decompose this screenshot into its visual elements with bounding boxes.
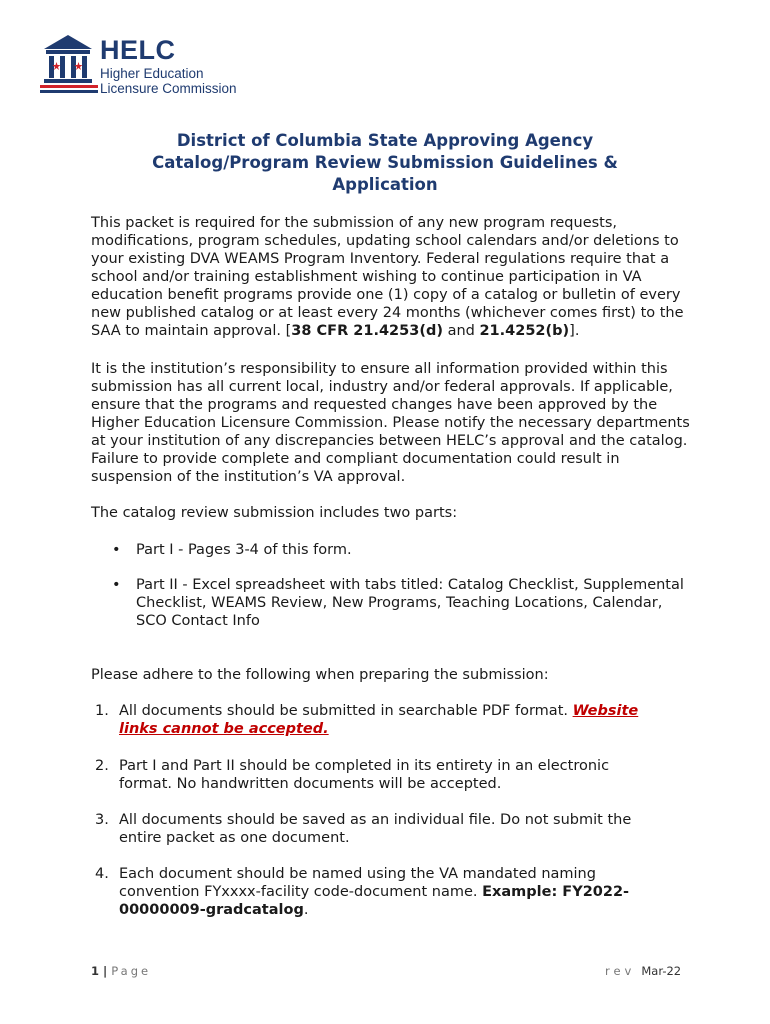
document-title xyxy=(90,130,680,196)
adhere-intro: Please adhere to the following when preparing the submission: xyxy=(91,667,549,683)
logo-subtitle-line-1: Higher Education xyxy=(100,66,204,81)
example-filename-end: 00000009-gradcatalog xyxy=(119,902,304,918)
responsibility-line-5: at your institution of any discrepancies between HELC’s approval and the catalog. xyxy=(91,433,688,449)
responsibility-line-6: Failure to provide complete and compliant documentation could result in xyxy=(91,451,620,467)
page-separator: | xyxy=(99,964,112,978)
intro-line-7-and: and xyxy=(442,323,480,339)
title-line-1: District of Columbia State Approving Agency xyxy=(176,131,594,150)
logo-blue-rule xyxy=(40,90,98,93)
revision-date: Mar-22 xyxy=(641,964,682,978)
list-item-1-line-2 xyxy=(119,720,709,738)
list-item-4-convention: convention FYxxxx-facility code-document name. xyxy=(119,884,483,900)
part-two-line-1: Part II - Excel spreadsheet with tabs titled: Catalog Checklist, Supplemental xyxy=(136,577,684,593)
list-number-1: 1. xyxy=(95,703,109,719)
part-one-item: Part I - Pages 3-4 of this form. xyxy=(136,542,352,558)
responsibility-line-2: submission has all current local, industry and/or federal approvals. If applicable, xyxy=(91,379,673,395)
page-number: 1 xyxy=(91,964,100,978)
responsibility-paragraph xyxy=(91,360,721,486)
intro-line-7-end: ]. xyxy=(569,323,580,339)
list-item-2-line-2: format. No handwritten documents will be accepted. xyxy=(119,776,502,792)
regulation-citation-2: 21.4252(b) xyxy=(479,323,570,339)
page-footer-number xyxy=(91,964,151,978)
parts-intro: The catalog review submission includes two parts: xyxy=(91,505,458,521)
capitol-building-icon xyxy=(40,33,96,83)
list-item-4 xyxy=(119,865,709,919)
revision-label: rev xyxy=(605,964,636,978)
part-two-line-3: SCO Contact Info xyxy=(136,613,260,629)
regulation-citation-1: 38 CFR 21.4253(d) xyxy=(291,323,443,339)
page-footer-revision xyxy=(605,964,681,978)
list-item-1 xyxy=(119,702,709,738)
intro-line-7 xyxy=(91,322,721,340)
intro-line-6: new published catalog or at least every 24 months (whichever comes first) to the xyxy=(91,305,684,321)
part-two-line-2: Checklist, WEAMS Review, New Programs, Teaching Locations, Calendar, xyxy=(136,595,663,611)
list-item-2-line-1: Part I and Part II should be completed in its entirety in an electronic xyxy=(119,758,610,774)
list-item-3-line-1: All documents should be saved as an individual file. Do not submit the xyxy=(119,812,632,828)
logo-name: HELC xyxy=(100,35,176,65)
list-item-4-line-3 xyxy=(119,901,709,919)
example-filename-start: Example: FY2022- xyxy=(482,884,630,900)
list-item-4-line-2 xyxy=(119,883,709,901)
list-item-2 xyxy=(119,757,709,793)
website-links-warning-cont: links cannot be accepted. xyxy=(119,721,329,737)
responsibility-line-1: It is the institution’s responsibility to ensure all information provided within this xyxy=(91,361,668,377)
list-item-3 xyxy=(119,811,709,847)
list-item-3-line-2: entire packet as one document. xyxy=(119,830,350,846)
helc-logo xyxy=(40,33,250,99)
list-number-4: 4. xyxy=(95,866,109,882)
intro-line-4: school and/or training establishment wishing to continue participation in VA xyxy=(91,269,642,285)
responsibility-line-4: Higher Education Licensure Commission. Please notify the necessary departments xyxy=(91,415,690,431)
intro-line-1: This packet is required for the submission of any new program requests, xyxy=(91,215,618,231)
website-links-warning: Website xyxy=(572,703,639,719)
intro-line-3: your existing DVA WEAMS Program Inventory. Federal regulations require that a xyxy=(91,251,670,267)
responsibility-line-3: ensure that the programs and requested changes have been approved by the xyxy=(91,397,658,413)
title-line-2: Catalog/Program Review Submission Guidelines & xyxy=(152,153,618,172)
list-item-1-text: All documents should be submitted in searchable PDF format. xyxy=(119,703,573,719)
list-item-1-line-1 xyxy=(119,702,709,720)
intro-line-5: education benefit programs provide one (1) copy of a catalog or bulletin of every xyxy=(91,287,681,303)
page-label: Page xyxy=(111,964,152,978)
responsibility-line-7: suspension of the institution’s VA approval. xyxy=(91,469,406,485)
list-number-2: 2. xyxy=(95,758,109,774)
logo-red-rule xyxy=(40,85,98,88)
title-line-3: Application xyxy=(332,175,438,194)
intro-paragraph xyxy=(91,214,721,340)
list-number-3: 3. xyxy=(95,812,109,828)
bullet-icon: • xyxy=(112,577,121,593)
logo-subtitle xyxy=(100,66,237,96)
intro-line-2: modifications, program schedules, updating school calendars and/or deletions to xyxy=(91,233,679,249)
list-item-4-period: . xyxy=(303,902,309,918)
part-two-item xyxy=(136,576,726,630)
list-item-4-line-1: Each document should be named using the VA mandated naming xyxy=(119,866,596,882)
intro-line-7-start: SAA to maintain approval. [ xyxy=(91,323,292,339)
bullet-icon: • xyxy=(112,542,121,558)
logo-subtitle-line-2: Licensure Commission xyxy=(100,81,237,96)
